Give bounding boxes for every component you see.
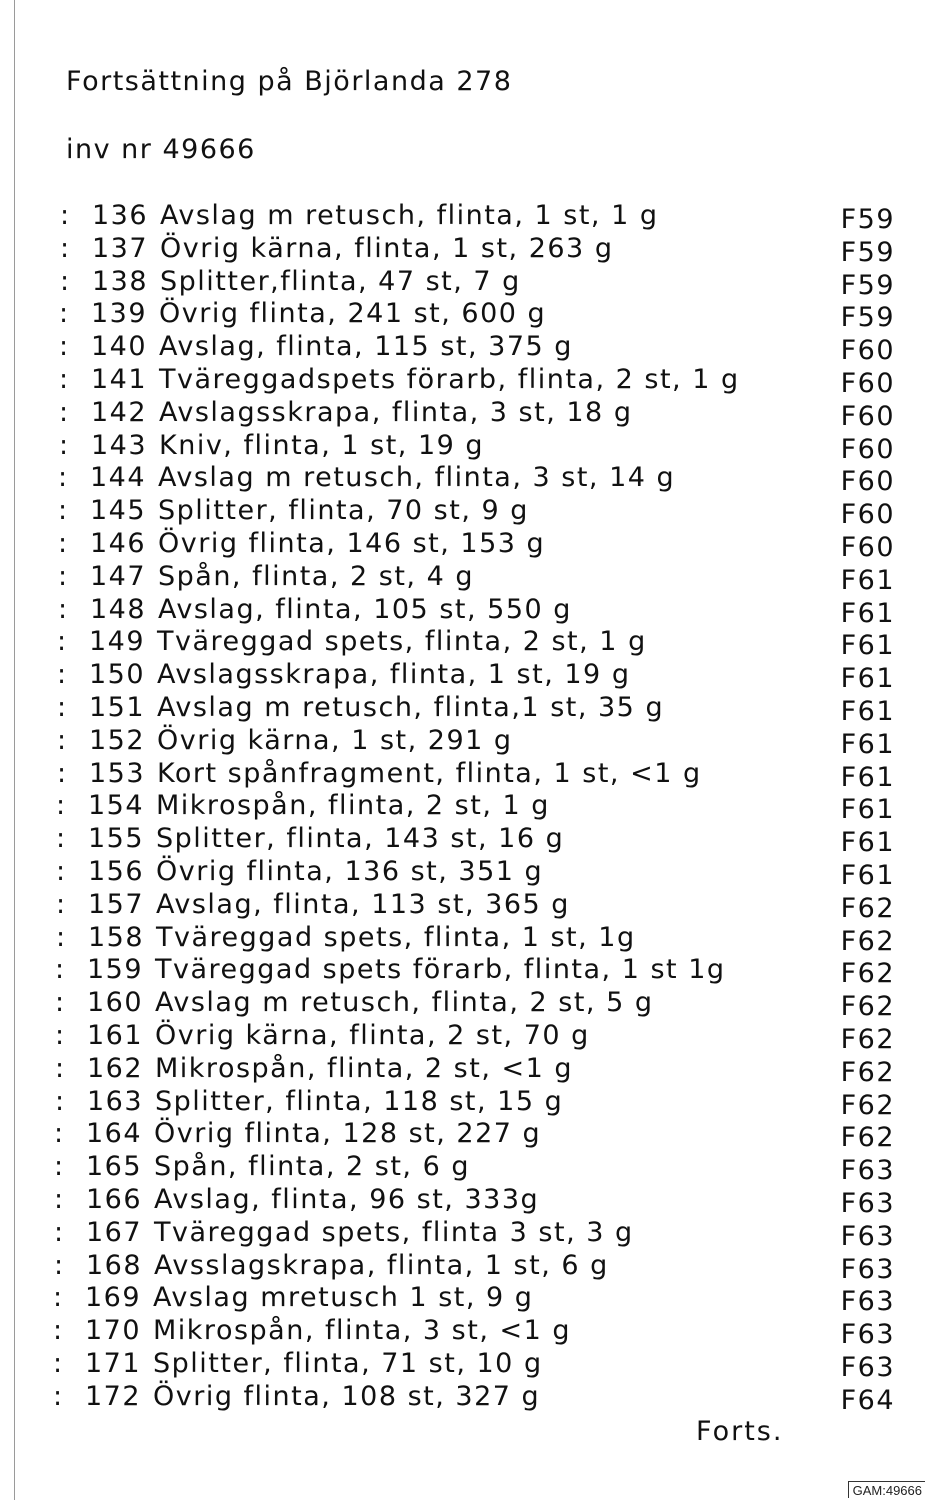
entry-number: 145 [90,495,147,527]
entry-description: Tväreggadspets förarb, flinta, 2 st, 1 g [159,363,740,395]
list-item [56,790,895,826]
entry-code: F61 [840,827,895,859]
entry-number: 137 [92,232,149,264]
entry-number: 156 [88,855,145,887]
entry-number: 143 [91,429,148,461]
entry-colon: : [54,1118,65,1150]
entry-description: Avslag, flinta, 115 st, 375 g [159,331,573,363]
entry-description: Splitter, flinta, 71 st, 10 g [153,1347,543,1379]
entry-code: F63 [840,1253,895,1285]
list-item [58,495,895,531]
entry-number: 138 [92,265,149,297]
list-item [54,1250,895,1283]
entry-description: Splitter, flinta, 118 st, 15 g [155,1085,564,1117]
entry-code: F60 [840,335,895,367]
entry-colon: : [57,724,68,756]
entry-number: 151 [89,691,146,723]
entry-number: 161 [87,1019,144,1051]
entry-colon: : [58,495,69,527]
entry-number: 165 [86,1151,143,1183]
entry-colon: : [58,560,69,592]
entry-code: F61 [840,597,895,629]
entry-code: F59 [840,236,895,268]
entry-description: Mikrospån, flinta, 2 st, 1 g [156,790,550,822]
list-item [55,987,895,1023]
entry-colon: : [60,200,71,231]
entry-code: F64 [840,1384,895,1416]
entry-number: 146 [90,527,147,559]
entry-code: F60 [840,433,895,465]
entry-number: 163 [87,1085,144,1117]
entry-code: F61 [840,564,895,596]
entry-description: Spån, flinta, 2 st, 4 g [158,560,474,592]
entry-code: F61 [840,859,895,891]
entry-code: F60 [840,400,895,432]
entry-colon: : [55,1085,66,1117]
entry-description: Övrig flinta, 108 st, 327 g [153,1380,541,1412]
entry-colon: : [57,757,68,789]
entry-number: 144 [90,462,147,494]
entry-number: 169 [85,1282,142,1314]
entry-number: 171 [85,1347,142,1379]
entry-code: F62 [840,892,895,924]
entry-colon: : [54,1183,65,1215]
entry-code: F63 [840,1319,895,1351]
entry-colon: : [58,462,69,494]
list-item [60,233,895,266]
list-item [55,1086,895,1119]
entry-code: F63 [840,1155,895,1187]
list-item [57,692,895,725]
entry-description: Övrig flinta, 146 st, 153 g [158,527,546,559]
entry-description: Avslag, flinta, 96 st, 333g [154,1183,540,1215]
list-item [54,1151,895,1187]
list-item [58,561,895,594]
list-item [53,1315,895,1351]
entry-description: Mikrospån, flinta, 3 st, <1 g [153,1315,572,1347]
list-item [57,758,895,791]
entry-description: Övrig flinta, 241 st, 600 g [159,298,547,330]
entry-code: F60 [840,367,895,399]
entry-colon: : [53,1282,64,1314]
list-item [56,856,895,889]
entry-colon: : [54,1151,65,1183]
entry-colon: : [56,823,67,855]
entry-code: F59 [840,302,895,334]
entry-number: 155 [88,823,145,855]
entry-colon: : [59,396,70,428]
entry-colon: : [56,790,67,822]
list-item [59,397,895,430]
entry-description: Kniv, flinta, 1 st, 19 g [159,429,485,461]
entry-colon: : [53,1347,64,1379]
entry-colon: : [59,363,70,395]
entry-list [53,200,895,1416]
entry-code: F61 [840,663,895,695]
list-item [54,1217,895,1250]
entry-code: F61 [840,761,895,793]
entry-number: 170 [85,1315,142,1347]
entry-description: Avslag m retusch, flinta, 2 st, 5 g [155,987,654,1019]
entry-description: Övrig flinta, 136 st, 351 g [156,855,544,887]
page-edge [14,0,15,1500]
inventory-number: inv nr 49666 [66,134,256,165]
entry-colon: : [58,527,69,559]
list-item [57,659,895,695]
entry-description: Tväreggad spets, flinta 3 st, 3 g [154,1216,634,1248]
entry-code: F62 [840,1122,895,1154]
entry-colon: : [55,1052,66,1084]
entry-code: F63 [840,1220,895,1252]
list-item [55,1020,895,1053]
entry-code: F61 [840,794,895,826]
entry-number: 136 [92,200,149,231]
entry-description: Splitter,flinta, 47 st, 7 g [160,265,521,297]
entry-number: 164 [86,1118,143,1150]
entry-colon: : [58,593,69,625]
entry-code: F59 [840,204,895,235]
entry-colon: : [59,429,70,461]
entry-number: 148 [90,593,147,625]
entry-code: F60 [840,466,895,498]
entry-description: Övrig kärna, flinta, 2 st, 70 g [155,1019,590,1051]
entry-code: F62 [840,1056,895,1088]
entry-number: 154 [88,790,145,822]
entry-description: Splitter, flinta, 143 st, 16 g [156,823,565,855]
entry-colon: : [59,298,70,330]
entry-description: Avslag mretusch 1 st, 9 g [153,1282,534,1314]
entry-colon: : [53,1380,64,1412]
list-item [59,364,895,397]
entry-description: Avsslagskrapa, flinta, 1 st, 6 g [154,1249,609,1281]
entry-colon: : [55,954,66,986]
entry-colon: : [56,888,67,920]
list-item [53,1381,895,1414]
list-item [60,200,895,233]
entry-number: 172 [85,1380,142,1412]
list-item [56,889,895,922]
entry-number: 166 [86,1183,143,1215]
entry-description: Avslag m retusch, flinta,1 st, 35 g [157,691,665,723]
entry-code: F63 [840,1187,895,1219]
entry-description: Avslag, flinta, 113 st, 365 g [156,888,570,920]
entry-description: Avslagsskrapa, flinta, 3 st, 18 g [159,396,633,428]
list-item [59,430,895,463]
entry-colon: : [59,331,70,363]
entry-code: F62 [840,991,895,1023]
page-title: Fortsättning på Björlanda 278 [66,66,513,97]
continued-label: Forts. [696,1416,784,1447]
list-item [58,528,895,561]
entry-description: Tväreggad spets, flinta, 2 st, 1 g [157,626,647,658]
entry-number: 150 [89,659,146,691]
entry-number: 168 [86,1249,143,1281]
entry-description: Tväreggad spets, flinta, 1 st, 1g [156,921,636,953]
entry-number: 149 [89,626,146,658]
entry-description: Övrig flinta, 128 st, 227 g [154,1118,542,1150]
entry-number: 152 [89,724,146,756]
list-item [55,1053,895,1086]
list-item [56,922,895,955]
list-item [57,725,895,758]
entry-number: 141 [91,363,148,395]
entry-colon: : [57,691,68,723]
entry-colon: : [55,987,66,1019]
entry-description: Mikrospån, flinta, 2 st, <1 g [155,1052,574,1084]
list-item [59,298,895,334]
entry-description: Avslagsskrapa, flinta, 1 st, 19 g [157,659,631,691]
entry-code: F63 [840,1286,895,1318]
entry-colon: : [54,1249,65,1281]
entry-description: Spån, flinta, 2 st, 6 g [154,1151,470,1183]
entry-code: F61 [840,630,895,662]
entry-code: F61 [840,728,895,760]
entry-code: F61 [840,695,895,727]
entry-number: 160 [87,987,144,1019]
list-item [54,1184,895,1217]
entry-number: 147 [90,560,147,592]
entry-colon: : [56,921,67,953]
entry-number: 139 [91,298,148,330]
entry-colon: : [56,855,67,887]
entry-colon: : [53,1315,64,1347]
list-item [54,1118,895,1154]
list-item [56,823,895,859]
entry-code: F62 [840,925,895,957]
entry-description: Avslag m retusch, flinta, 3 st, 14 g [158,462,676,494]
entry-description: Avslag, flinta, 105 st, 550 g [158,593,572,625]
list-item [57,626,895,662]
entry-description: Tväreggad spets förarb, flinta, 1 st 1g [155,954,726,986]
list-item [55,954,895,990]
entry-description: Kort spånfragment, flinta, 1 st, <1 g [157,757,702,789]
list-item [53,1348,895,1381]
list-item [53,1282,895,1318]
entry-code: F62 [840,958,895,990]
entry-number: 162 [87,1052,144,1084]
entry-number: 140 [91,331,148,363]
archive-stamp: GAM:49666 [848,1481,925,1498]
entry-code: F63 [840,1351,895,1383]
list-item [58,594,895,627]
entry-description: Splitter, flinta, 70 st, 9 g [158,495,529,527]
entry-number: 158 [88,921,145,953]
entry-code: F62 [840,1089,895,1121]
entry-number: 142 [91,396,148,428]
list-item [58,462,895,498]
entry-colon: : [54,1216,65,1248]
entry-description: Avslag m retusch, flinta, 1 st, 1 g [160,200,659,231]
entry-code: F62 [840,1023,895,1055]
entry-colon: : [60,265,71,297]
entry-number: 159 [87,954,144,986]
entry-code: F60 [840,531,895,563]
entry-number: 153 [89,757,146,789]
entry-description: Övrig kärna, 1 st, 291 g [157,724,513,756]
entry-colon: : [60,232,71,264]
list-item [59,331,895,367]
entry-number: 157 [88,888,145,920]
entry-code: F60 [840,499,895,531]
entry-description: Övrig kärna, flinta, 1 st, 263 g [160,232,614,264]
entry-number: 167 [86,1216,143,1248]
entry-colon: : [55,1019,66,1051]
entry-colon: : [57,659,68,691]
entry-code: F59 [840,269,895,301]
list-item [60,266,895,299]
entry-colon: : [57,626,68,658]
